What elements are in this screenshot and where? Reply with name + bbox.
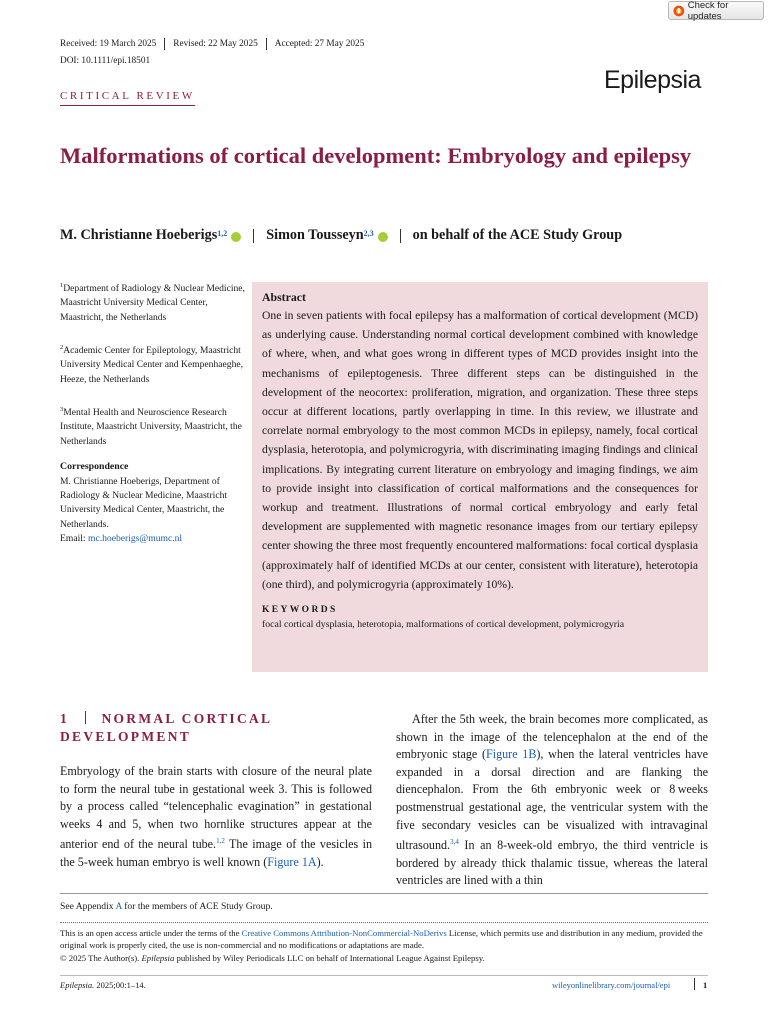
- section-heading: [60, 710, 360, 746]
- citation-details: 2025;00:1–14.: [94, 980, 146, 990]
- divider: [266, 38, 267, 50]
- affiliation: [60, 341, 245, 387]
- affiliation-number: 1: [60, 282, 64, 289]
- divider: [400, 229, 401, 243]
- page-citation: [60, 980, 146, 990]
- paragraph-text: ), when the lateral ventricles have expanded in a dorsal direction and are flanking the diencephalon. From the 6th embryonic week or 8 weeks postmenstrual gestational age, the ventricular system with the five secondary vesicles can be visualized with intravaginal ultrasound.: [396, 747, 708, 853]
- footnote-text: See Appendix: [60, 901, 116, 912]
- orcid-icon[interactable]: [231, 232, 241, 242]
- paragraph-text: The image of the vesicles in the 5-week human embryo is well known (: [60, 837, 373, 869]
- author-affiliation-ref[interactable]: 2,3: [363, 229, 374, 238]
- divider: [85, 711, 86, 724]
- author-group: on behalf of the ACE Study Group: [412, 227, 623, 243]
- section-number: 1: [60, 711, 70, 726]
- divider: [164, 38, 165, 50]
- affiliation: [60, 403, 245, 449]
- abstract-heading: Abstract: [262, 290, 306, 304]
- orcid-icon[interactable]: [378, 232, 388, 242]
- license-text: License, which permits use and distribution in any medium, provided the original work is properly cited, the use is non-commercial and no modifications or adaptations are made.: [60, 928, 703, 951]
- affiliation-number: 2: [60, 344, 64, 351]
- author-affiliation-ref[interactable]: 1,2: [217, 229, 228, 238]
- abstract-text: One in seven patients with focal epilepsy has a malformation of cortical development (MCD) as underlying cause. Understanding normal cortical development combined with knowledge of where, when, and what goes wrong in different types of MCD provides insight into the mechanisms of epileptogenesis. Three different steps can be distinguished in the development of the neocortex: proliferation, migration, and organization. These three steps occur at different locations, partly overlapping in time. In this review, we illustrate and correlate normal embryology to the most common MCDs in epilepsy, namely, focal cortical dysplasia, heterotopia, and polymicrogyria, with discriminating imaging findings and clinical implications. By integrating current literature on embryology and imaging findings, we aim to provide insight into classification of cortical malformations and the consequences for workup and treatment. Illustrations of normal cortical embryology and early fetal development are supplemented with magnetic resonance images from our tertiary epilepsy center showing the three most frequently encountered malformations: focal cortical dysplasia (approximately half of identified MCDs at our center, consistent with literature), heterotopia (one third), and polymicrogyria (approximately 10%).: [262, 309, 698, 591]
- paragraph-text: After the 5th week, the brain becomes more complicated, as shown in the image of the telencephalon at the end of the embryonic stage (: [396, 712, 708, 762]
- accepted-date: Accepted: 27 May 2025: [274, 39, 365, 49]
- divider: [694, 978, 695, 990]
- correspondence-heading: Correspondence: [60, 461, 129, 472]
- footnote-rule: [60, 893, 708, 894]
- figure-link[interactable]: Figure 1A: [267, 855, 317, 869]
- revised-date: Revised: 22 May 2025: [173, 39, 258, 49]
- author-name: M. Christianne Hoeberigs: [60, 227, 218, 243]
- check-updates-icon: [673, 5, 685, 17]
- affiliation-number: 3: [60, 406, 64, 413]
- author-line: [60, 227, 720, 244]
- affiliation: [60, 279, 245, 325]
- author-name: Simon Tousseyn: [266, 227, 364, 243]
- paragraph-text: In an 8-week-old embryo, the third ventricle is bordered by already thick thalamic tissue, whereas the lateral ventricles are lined with a thin: [396, 838, 708, 888]
- section-label: CRITICAL REVIEW: [60, 90, 195, 106]
- figure-link[interactable]: Figure 1B: [486, 747, 537, 762]
- copyright-text: published by Wiley Periodicals LLC on behalf of International League Against Epilepsy.: [174, 952, 485, 963]
- section-title: NORMAL CORTICAL DEVELOPMENT: [60, 711, 272, 744]
- copyright-journal: Epilepsia: [141, 952, 175, 963]
- email-link[interactable]: mc.hoeberigs@mumc.nl: [87, 532, 183, 544]
- check-for-updates-label: Check for updates: [687, 0, 729, 22]
- paragraph-text: Embryology of the brain starts with closure of the neural plate to form the neural tube in gestational week 3. This is followed by a process called “telencephalic evagination” in gestational weeks 4 and 5, when two hornlike structures appear at the anterior end of the neural tube.: [60, 764, 372, 852]
- affiliation-text: Mental Health and Neuroscience Research Institute, Maastricht University, Maastricht, the Netherlands: [60, 407, 242, 447]
- doi: DOI: 10.1111/epi.18501: [60, 56, 151, 66]
- body-paragraph: [396, 711, 708, 890]
- correspondence-text: M. Christianne Hoeberigs, Department of Radiology & Nuclear Medicine, Maastricht University Medical Center, Maastricht, the Netherlands.: [60, 476, 228, 530]
- copyright-text: © 2025 The Author(s).: [60, 952, 142, 963]
- email-label: Email:: [60, 532, 88, 544]
- article-dates: [60, 38, 364, 50]
- license-link[interactable]: Creative Commons Attribution-NonCommercial-NoDerivs: [241, 928, 447, 938]
- journal-logo: Epilepsia: [604, 66, 701, 94]
- license-text: This is an open access article under the terms of the: [60, 928, 242, 938]
- paragraph-text: ).: [316, 855, 324, 869]
- affiliation-text: Academic Center for Epileptology, Maastricht University Medical Center and Kempenhaeghe, Heeze, the Netherlands: [60, 345, 244, 385]
- page-number: 1: [703, 980, 708, 990]
- keywords-heading: KEYWORDS: [262, 605, 338, 616]
- affiliation-text: Department of Radiology & Nuclear Medicine, Maastricht University Medical Center, Maastricht, the Netherlands: [60, 283, 245, 323]
- citation-ref[interactable]: 3,4: [450, 838, 459, 847]
- check-for-updates-button[interactable]: [668, 1, 764, 20]
- footnote-rule: [60, 922, 708, 923]
- appendix-link[interactable]: A: [115, 901, 122, 912]
- keywords-text: focal cortical dysplasia, heterotopia, malformations of cortical development, polymicrogyria: [262, 619, 625, 631]
- divider: [253, 229, 254, 243]
- journal-website-link[interactable]: wileyonlinelibrary.com/journal/epi: [552, 980, 671, 990]
- body-paragraph: [60, 763, 372, 872]
- abstract-box: [252, 282, 708, 672]
- appendix-note: [60, 901, 273, 912]
- citation-journal: Epilepsia.: [60, 980, 95, 990]
- citation-ref[interactable]: 1,2: [216, 837, 225, 846]
- correspondence: [60, 475, 245, 546]
- license-note: [60, 927, 708, 964]
- article-title: Malformations of cortical development: Embryology and epilepsy: [60, 143, 692, 168]
- footer-rule: [60, 975, 708, 976]
- footnote-text: for the members of ACE Study Group.: [121, 901, 273, 912]
- received-date: Received: 19 March 2025: [60, 39, 157, 49]
